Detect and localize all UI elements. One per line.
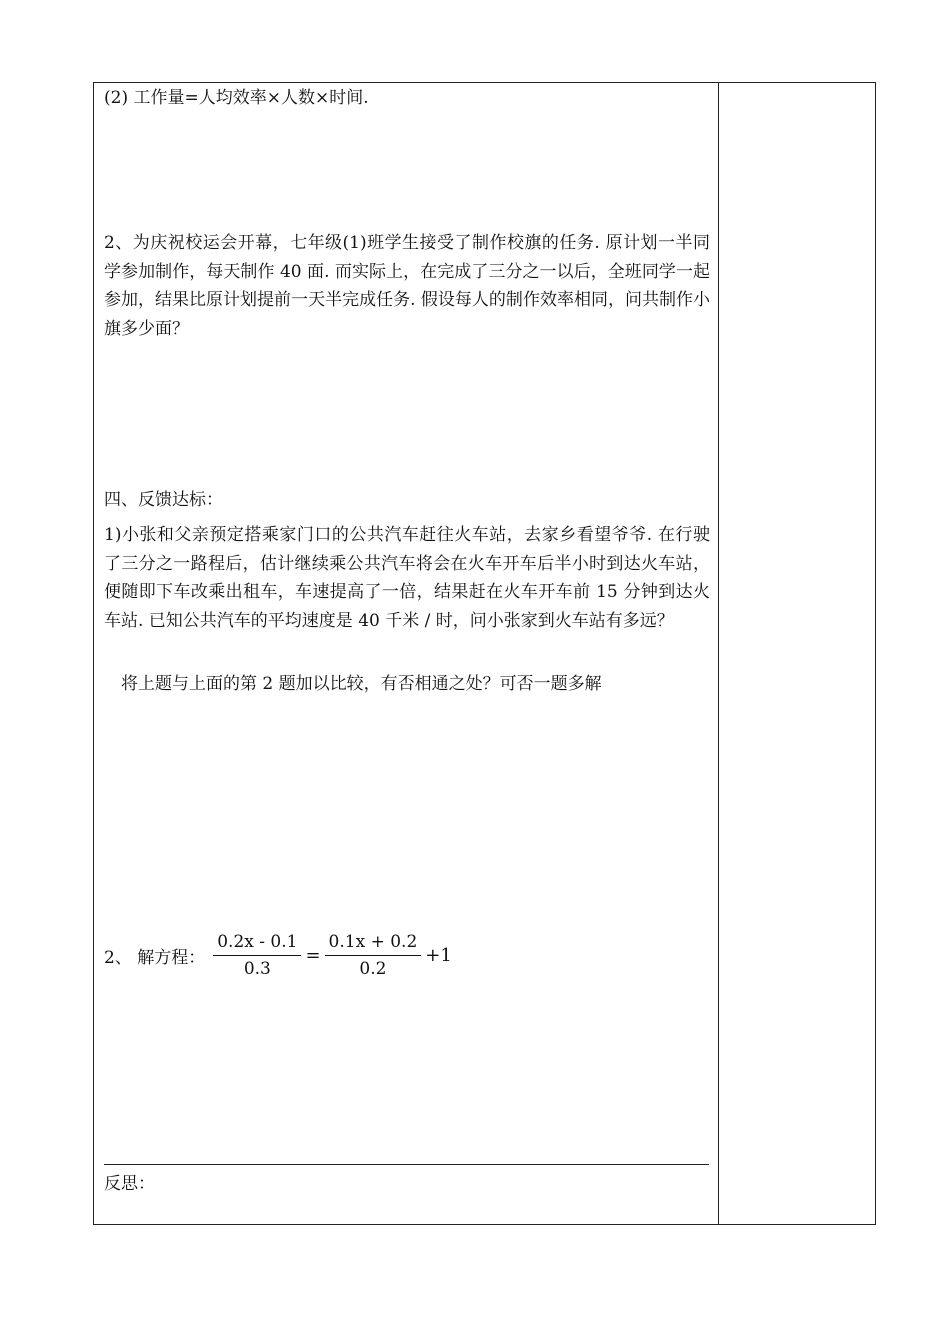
column-divider: [718, 82, 719, 1225]
equals-sign: =: [305, 944, 321, 966]
right-numerator: 0.1x + 0.2: [325, 932, 422, 956]
left-denominator: 0.3: [243, 958, 271, 979]
plus-one: +1: [425, 944, 452, 966]
feedback-heading: 四、反馈达标：: [104, 490, 223, 510]
right-fraction: [325, 932, 422, 979]
compare-note: 将上题与上面的第 2 题加以比较，有否相通之处？可否一题多解: [121, 674, 602, 694]
left-fraction: [213, 932, 301, 979]
flag-problem: 2、为庆祝校运会开幕，七年级(1)班学生接受了制作校旗的任务. 原计划一半同学参加制作，每天制作 40 面. 而实际上，在完成了三分之一以后，全班同学一起参加，结果比原计划提前一天半完成任务. 假设每人的制作效率相同，问共制作小旗多少面？: [104, 233, 710, 339]
right-denominator: 0.2: [359, 958, 387, 979]
equation-problem: [104, 930, 454, 980]
reflection-label: 反思：: [104, 1174, 155, 1194]
equation-label: 2、 解方程：: [104, 947, 206, 968]
work-formula: (2) 工作量=人均效率×人数×时间.: [104, 88, 369, 108]
reflection-rule: [104, 1164, 709, 1165]
train-problem: 1)小张和父亲预定搭乘家门口的公共汽车赶往火车站，去家乡看望爷爷. 在行驶了三分之一路程后，估计继续乘公共汽车将会在火车开车后半小时到达火车站，便随即下车改乘出租车，车速提高了一倍，结果赶在火车开车前 15 分钟到达火车站. 已知公共汽车的平均速度是 40 千米 / 时，问小张家到火车站有多远？: [104, 525, 710, 631]
left-numerator: 0.2x - 0.1: [213, 932, 301, 956]
